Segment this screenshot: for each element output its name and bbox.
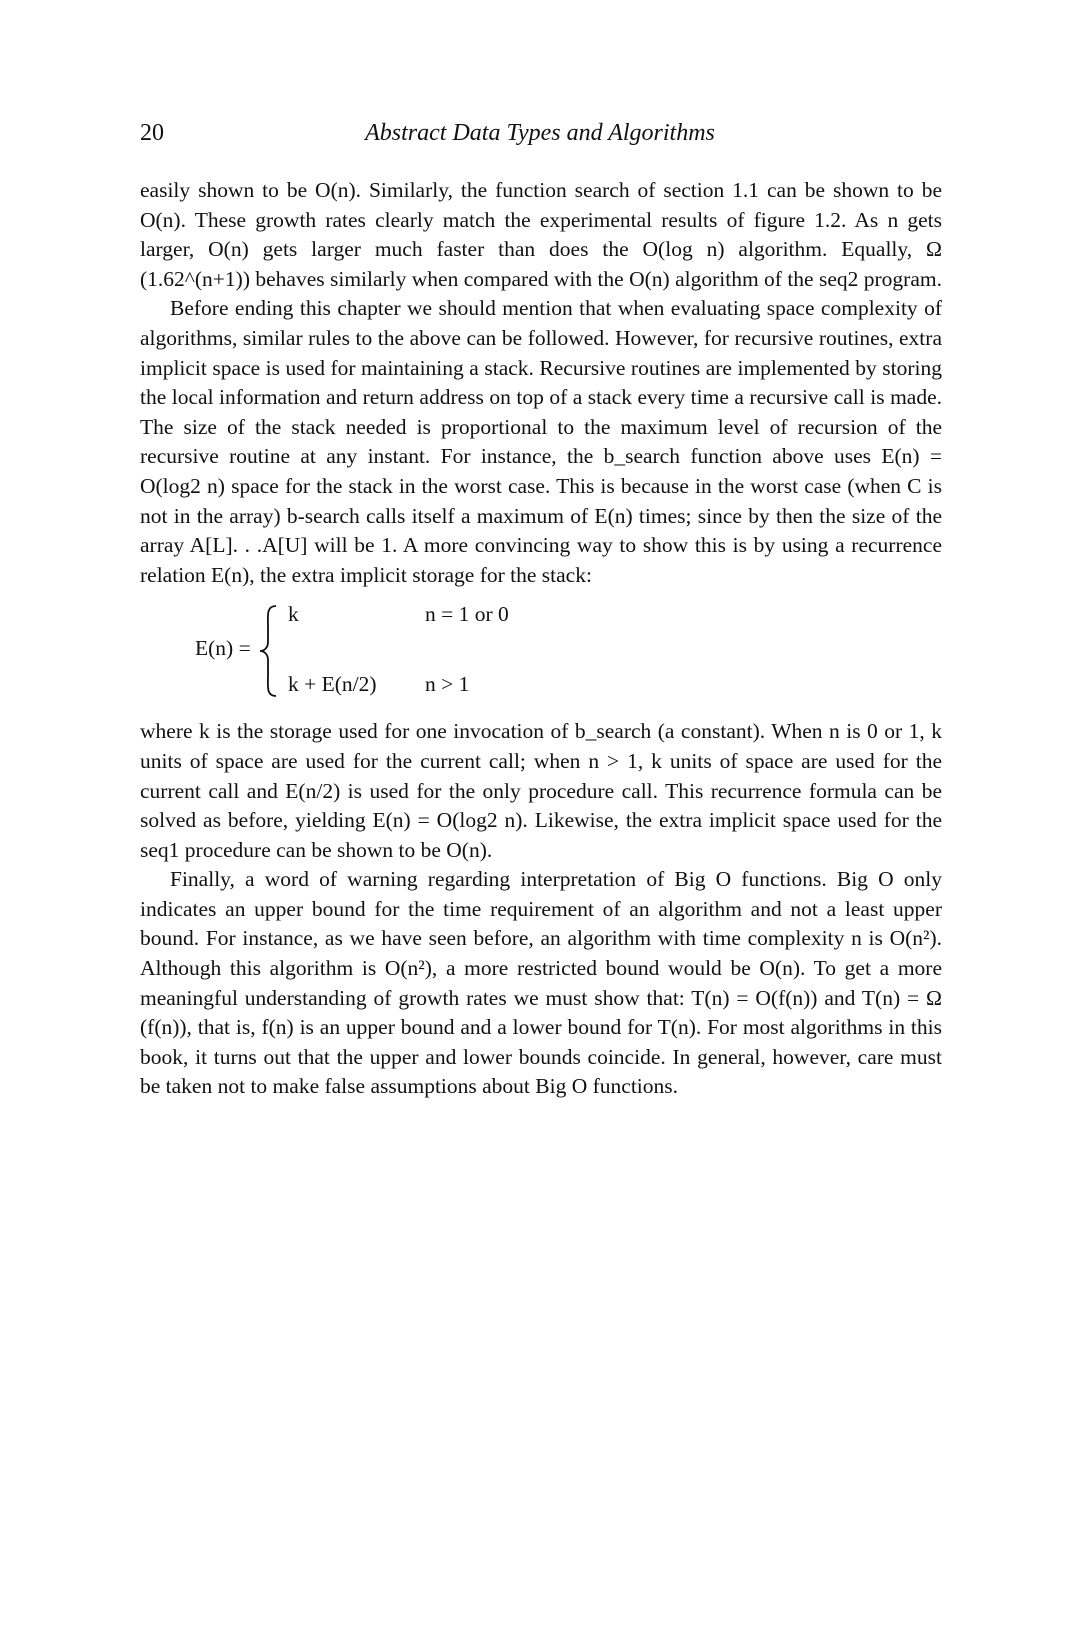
paragraph-1: easily shown to be O(n). Similarly, the function search of section 1.1 can be shown to be O(n). These growth rates clearly match the experimental results of figure 1.2. As n gets larger, O(n) gets larger much faster than does the O(log n) algorithm. Equally, Ω (1.62^(n+1)) behaves similarly when compared with the O(n) algorithm of the seq2 program.	[140, 178, 942, 291]
body-text	[140, 176, 942, 1102]
paragraph-3: where k is the storage used for one invocation of b_search (a constant). When n is 0 or 1, k units of space are used for the current call; when n > 1, k units of space are used for the current call and E(n/2) is used for the only procedure call. This recurrence formula can be solved as before, yielding E(n) = O(log2 n). Likewise, the extra implicit space used for the seq1 procedure can be shown to be O(n).	[140, 719, 942, 862]
case-1-condition: n = 1 or 0	[425, 602, 509, 627]
paragraph-2: Before ending this chapter we should mention that when evaluating space complexity of algorithms, similar rules to the above can be followed. However, for recursive routines, extra implicit space is used for maintaining a stack. Recursive routines are implemented by storing the local information and return address on top of a stack every time a recursive call is made. The size of the stack needed is proportional to the maximum level of recursion of the recursive routine at any instant. For instance, the b_search function above uses E(n) = O(log2 n) space for the stack in the worst case. This is because in the worst case (when C is not in the array) b-search calls itself a maximum of E(n) times; since by then the size of the array A[L]. . .A[U] will be 1. A more convincing way to show this is by using a recurrence relation E(n), the extra implicit storage for the stack:	[140, 296, 942, 587]
page-number: 20	[140, 120, 164, 146]
recurrence-equation	[140, 594, 942, 709]
paragraph-4: Finally, a word of warning regarding interpretation of Big O functions. Big O only indicates an upper bound for the time requirement of an algorithm and not a least upper bound. For instance, as we have seen before, an algorithm with time complexity n is O(n²). Although this algorithm is O(n²), a more restricted bound would be O(n). To get a more meaningful understanding of growth rates we must show that: T(n) = O(f(n)) and T(n) = Ω (f(n)), that is, f(n) is an upper bound and a lower bound for T(n). For most algorithms in this book, it turns out that the upper and lower bounds coincide. In general, however, care must be taken not to make false assumptions about Big O functions.	[140, 867, 942, 1099]
case-1-expression: k	[288, 602, 299, 627]
equation-lhs: E(n) =	[195, 636, 251, 661]
case-2-condition: n > 1	[425, 672, 470, 697]
running-title: Abstract Data Types and Algorithms	[365, 120, 715, 146]
case-2-expression: k + E(n/2)	[288, 672, 377, 697]
left-brace-icon	[258, 604, 280, 698]
page-header	[140, 120, 940, 160]
